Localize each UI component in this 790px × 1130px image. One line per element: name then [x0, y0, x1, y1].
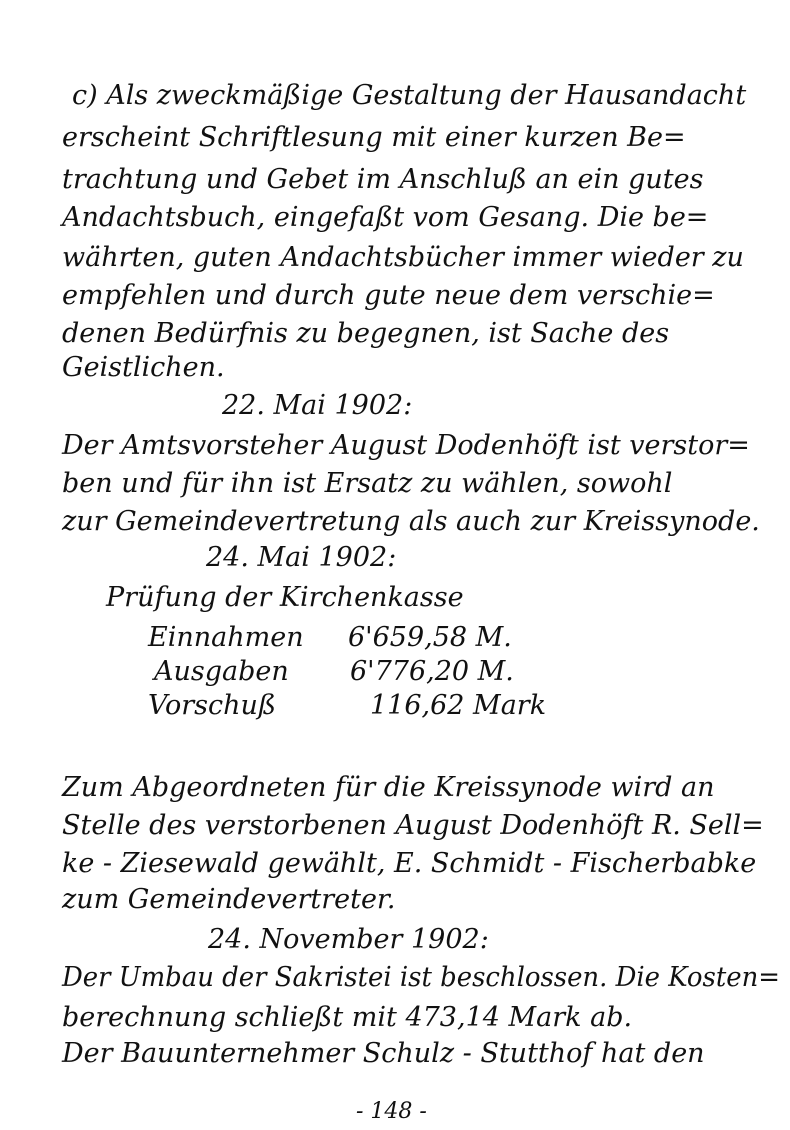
- text-line: Stelle des verstorbenen August Dodenhöft R. Sell=: [62, 810, 764, 841]
- text-line: denen Bedürfnis zu begegnen, ist Sache des: [62, 318, 670, 349]
- text-line: ben und für ihn ist Ersatz zu wählen, sowohl: [62, 468, 673, 499]
- entry-date: 24. November 1902:: [208, 924, 489, 955]
- ledger-row-einnahmen: [148, 620, 668, 656]
- ledger-row-ausgaben: [154, 654, 674, 690]
- text-line: empfehlen und durch gute neue dem verschie=: [62, 280, 715, 311]
- text-line: ke - Ziesewald gewählt, E. Schmidt - Fischerbabke: [62, 848, 757, 879]
- text-line: berechnung schließt mit 473,14 Mark ab.: [62, 1002, 633, 1033]
- page-number: - 148 -: [356, 1099, 427, 1124]
- text-line: Geistlichen.: [62, 352, 225, 383]
- text-line: Zum Abgeordneten für die Kreissynode wird an: [62, 772, 715, 803]
- text-line: währten, guten Andachtsbücher immer wieder zu: [62, 242, 744, 273]
- ledger-row-vorschuss: [148, 688, 668, 724]
- entry-date: 22. Mai 1902:: [222, 390, 413, 421]
- text-line: Der Umbau der Sakristei ist beschlossen. Die Kosten=: [62, 962, 780, 993]
- entry-date: 24. Mai 1902:: [206, 542, 397, 573]
- text-line: c) Als zweckmäßige Gestaltung der Hausandacht: [72, 80, 747, 111]
- text-line: zum Gemeindevertreter.: [62, 884, 396, 915]
- text-line: Der Amtsvorsteher August Dodenhöft ist verstor=: [62, 430, 750, 461]
- text-line: erscheint Schriftlesung mit einer kurzen Be=: [62, 122, 686, 153]
- ledger-amount: 116,62 Mark: [370, 690, 547, 721]
- ledger-amount: 6'776,20 M.: [350, 656, 514, 687]
- ledger-label: Einnahmen: [148, 622, 304, 653]
- ledger-heading: Prüfung der Kirchenkasse: [106, 582, 464, 613]
- text-line: Andachtsbuch, eingefaßt vom Gesang. Die be=: [62, 202, 709, 233]
- text-line: zur Gemeindevertretung als auch zur Kreissynode.: [62, 506, 760, 537]
- ledger-label: Vorschuß: [148, 690, 276, 721]
- text-line: trachtung und Gebet im Anschluß an ein gutes: [62, 164, 704, 195]
- text-line: Der Bauunternehmer Schulz - Stutthof hat den: [62, 1038, 705, 1069]
- ledger-amount: 6'659,58 M.: [348, 622, 512, 653]
- ledger-label: Ausgaben: [154, 656, 289, 687]
